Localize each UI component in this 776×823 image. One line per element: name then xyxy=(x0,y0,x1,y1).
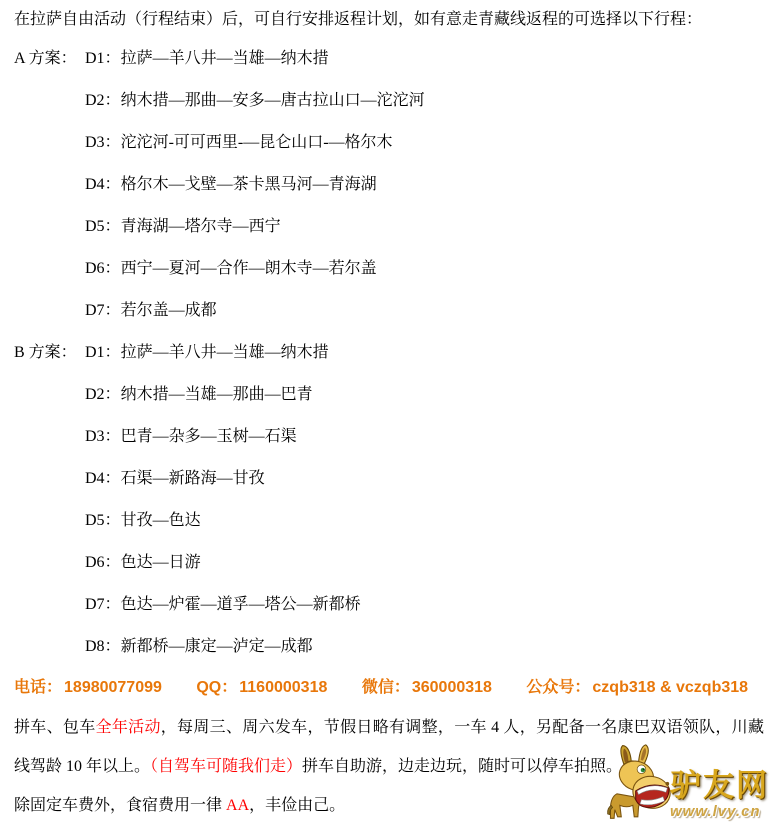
itinerary-list xyxy=(14,38,770,668)
official-account-label: 公众号： xyxy=(526,679,591,696)
itinerary-row xyxy=(14,626,770,668)
route-text: 巴青—杂多—玉树—石渠 xyxy=(120,428,297,445)
donkey-mascot-icon xyxy=(604,743,676,823)
route-text: 色达—日游 xyxy=(120,554,201,571)
site-logo xyxy=(604,743,774,823)
plan-label: A 方案： xyxy=(14,50,77,67)
contact-official-account xyxy=(526,679,748,696)
itinerary-row xyxy=(14,80,770,122)
phone-label: 电话： xyxy=(14,679,63,696)
route-text: 沱沱河-可可西里-—昆仑山口-—格尔木 xyxy=(120,134,393,151)
route-text: 拉萨—羊八井—当雄—纳木措 xyxy=(120,344,329,361)
phone-number: 18980077099 xyxy=(64,679,162,696)
day-label: D7： xyxy=(85,596,121,613)
day-label: D3： xyxy=(85,428,121,445)
contact-qq xyxy=(196,679,327,696)
route-text: 西宁—夏河—合作—朗木寺—若尔盖 xyxy=(120,260,377,277)
itinerary-row xyxy=(14,290,770,332)
note-text: 除固定车费外，食宿费用一律 xyxy=(14,797,227,814)
intro-text: 在拉萨自由活动（行程结束）后，可自行安排返程计划，如有意走青藏线返程的可选择以下行程： xyxy=(14,11,703,28)
itinerary-row xyxy=(14,542,770,584)
note-text: ，丰俭由己。 xyxy=(249,797,346,814)
itinerary-row xyxy=(14,122,770,164)
day-label: D6： xyxy=(85,554,121,571)
itinerary-row xyxy=(14,38,770,80)
qq-number: 1160000318 xyxy=(239,679,328,696)
route-text: 色达—炉霍—道孚—塔公—新都桥 xyxy=(120,596,361,613)
day-label: D5： xyxy=(85,512,121,529)
route-text: 拉萨—羊八井—当雄—纳木措 xyxy=(120,50,329,67)
note-text: ，每周三、周六发车，节假日略有调整，一车 4 人，另配备一名康巴双语领队，川藏线驾龄 10 年以上。 xyxy=(14,719,764,775)
itinerary-row xyxy=(14,206,770,248)
site-url: www.lvy.cn xyxy=(670,803,761,820)
route-text: 格尔木—戈壁—茶卡黑马河—青海湖 xyxy=(120,176,377,193)
note-highlight: 全年活动 xyxy=(95,719,161,736)
wechat-number: 360000318 xyxy=(411,679,492,696)
day-label: D4： xyxy=(85,176,121,193)
note-highlight: AA xyxy=(226,797,250,814)
day-label: D1： xyxy=(85,344,121,361)
route-text: 石渠—新路海—甘孜 xyxy=(120,470,265,487)
itinerary-row xyxy=(14,416,770,458)
note-text: 拼车自助游，边走边玩，随时可以停车拍照。 xyxy=(302,758,623,775)
day-label: D7： xyxy=(85,302,121,319)
route-text: 纳木措—那曲—安多—唐古拉山口—沱沱河 xyxy=(120,92,425,109)
logo-text-block xyxy=(670,769,774,823)
contact-phone xyxy=(14,679,162,696)
day-label: D3： xyxy=(85,134,121,151)
itinerary-row xyxy=(14,584,770,626)
itinerary-row xyxy=(14,164,770,206)
qq-label: QQ： xyxy=(196,679,238,696)
itinerary-row xyxy=(14,458,770,500)
route-text: 若尔盖—成都 xyxy=(120,302,217,319)
day-label: D2： xyxy=(85,92,121,109)
wechat-label: 微信： xyxy=(361,679,410,696)
day-label: D5： xyxy=(85,218,121,235)
contact-line xyxy=(14,668,770,708)
day-label: D2： xyxy=(85,386,121,403)
contact-wechat xyxy=(362,679,492,696)
route-text: 新都桥—康定—泸定—成都 xyxy=(120,638,313,655)
day-label: D1： xyxy=(85,50,121,67)
note-text: 拼车、包车 xyxy=(14,719,96,736)
route-text: 甘孜—色达 xyxy=(120,512,201,529)
itinerary-row xyxy=(14,332,770,374)
official-account-ids: czqb318 & vczqb318 xyxy=(592,679,749,696)
itinerary-row xyxy=(14,248,770,290)
site-name: 驴友网 xyxy=(670,768,769,803)
day-label: D8： xyxy=(85,638,121,655)
day-label: D4： xyxy=(85,470,121,487)
itinerary-row xyxy=(14,374,770,416)
route-text: 青海湖—塔尔寺—西宁 xyxy=(120,218,281,235)
itinerary-row xyxy=(14,500,770,542)
route-text: 纳木措—当雄—那曲—巴青 xyxy=(120,386,313,403)
note-highlight: （自驾车可随我们走） xyxy=(150,758,303,775)
day-label: D6： xyxy=(85,260,121,277)
plan-label: B 方案： xyxy=(14,344,77,361)
